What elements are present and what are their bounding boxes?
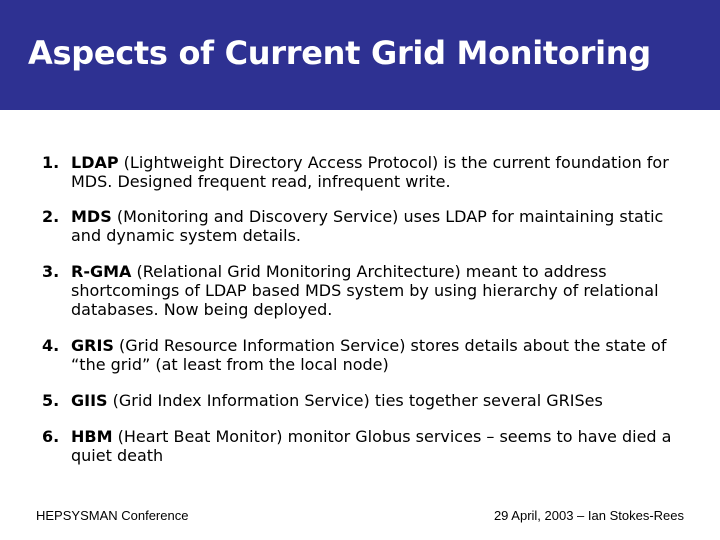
item-text: (Lightweight Directory Access Protocol) is the current foundation for MDS. Designed frequent read, infrequent write. (71, 153, 669, 191)
list-item (42, 391, 692, 410)
item-number: 5. (42, 391, 60, 410)
item-number: 3. (42, 262, 60, 281)
item-term: HBM (71, 427, 113, 446)
list-item (42, 207, 692, 245)
item-term: GIIS (71, 391, 108, 410)
list-item (42, 262, 692, 319)
item-text: (Grid Index Information Service) ties together several GRISes (107, 391, 603, 410)
item-text: (Relational Grid Monitoring Architecture) meant to address shortcomings of LDAP based MDS system by using hierarchy of relational databases. Now being deployed. (71, 262, 659, 319)
title-bar (0, 0, 720, 110)
footer-conference: HEPSYSMAN Conference (36, 508, 189, 523)
item-number: 2. (42, 207, 60, 226)
list-item (42, 153, 692, 191)
footer-date-author: 29 April, 2003 – Ian Stokes-Rees (493, 508, 684, 523)
item-term: LDAP (71, 153, 119, 172)
item-text: (Monitoring and Discovery Service) uses LDAP for maintaining static and dynamic system details. (71, 207, 664, 245)
item-text: (Grid Resource Information Service) stores details about the state of “the grid” (at least from the local node) (71, 336, 667, 374)
item-number: 1. (42, 153, 60, 172)
list-item (42, 336, 692, 374)
item-term: R-GMA (71, 262, 132, 281)
item-list (42, 153, 692, 465)
slide-title: Aspects of Current Grid Monitoring (28, 34, 651, 72)
item-text: (Heart Beat Monitor) monitor Globus services – seems to have died a quiet death (71, 427, 672, 465)
list-item (42, 427, 692, 465)
item-number: 6. (42, 427, 60, 446)
item-term: GRIS (71, 336, 114, 355)
item-term: MDS (71, 207, 112, 226)
item-number: 4. (42, 336, 60, 355)
